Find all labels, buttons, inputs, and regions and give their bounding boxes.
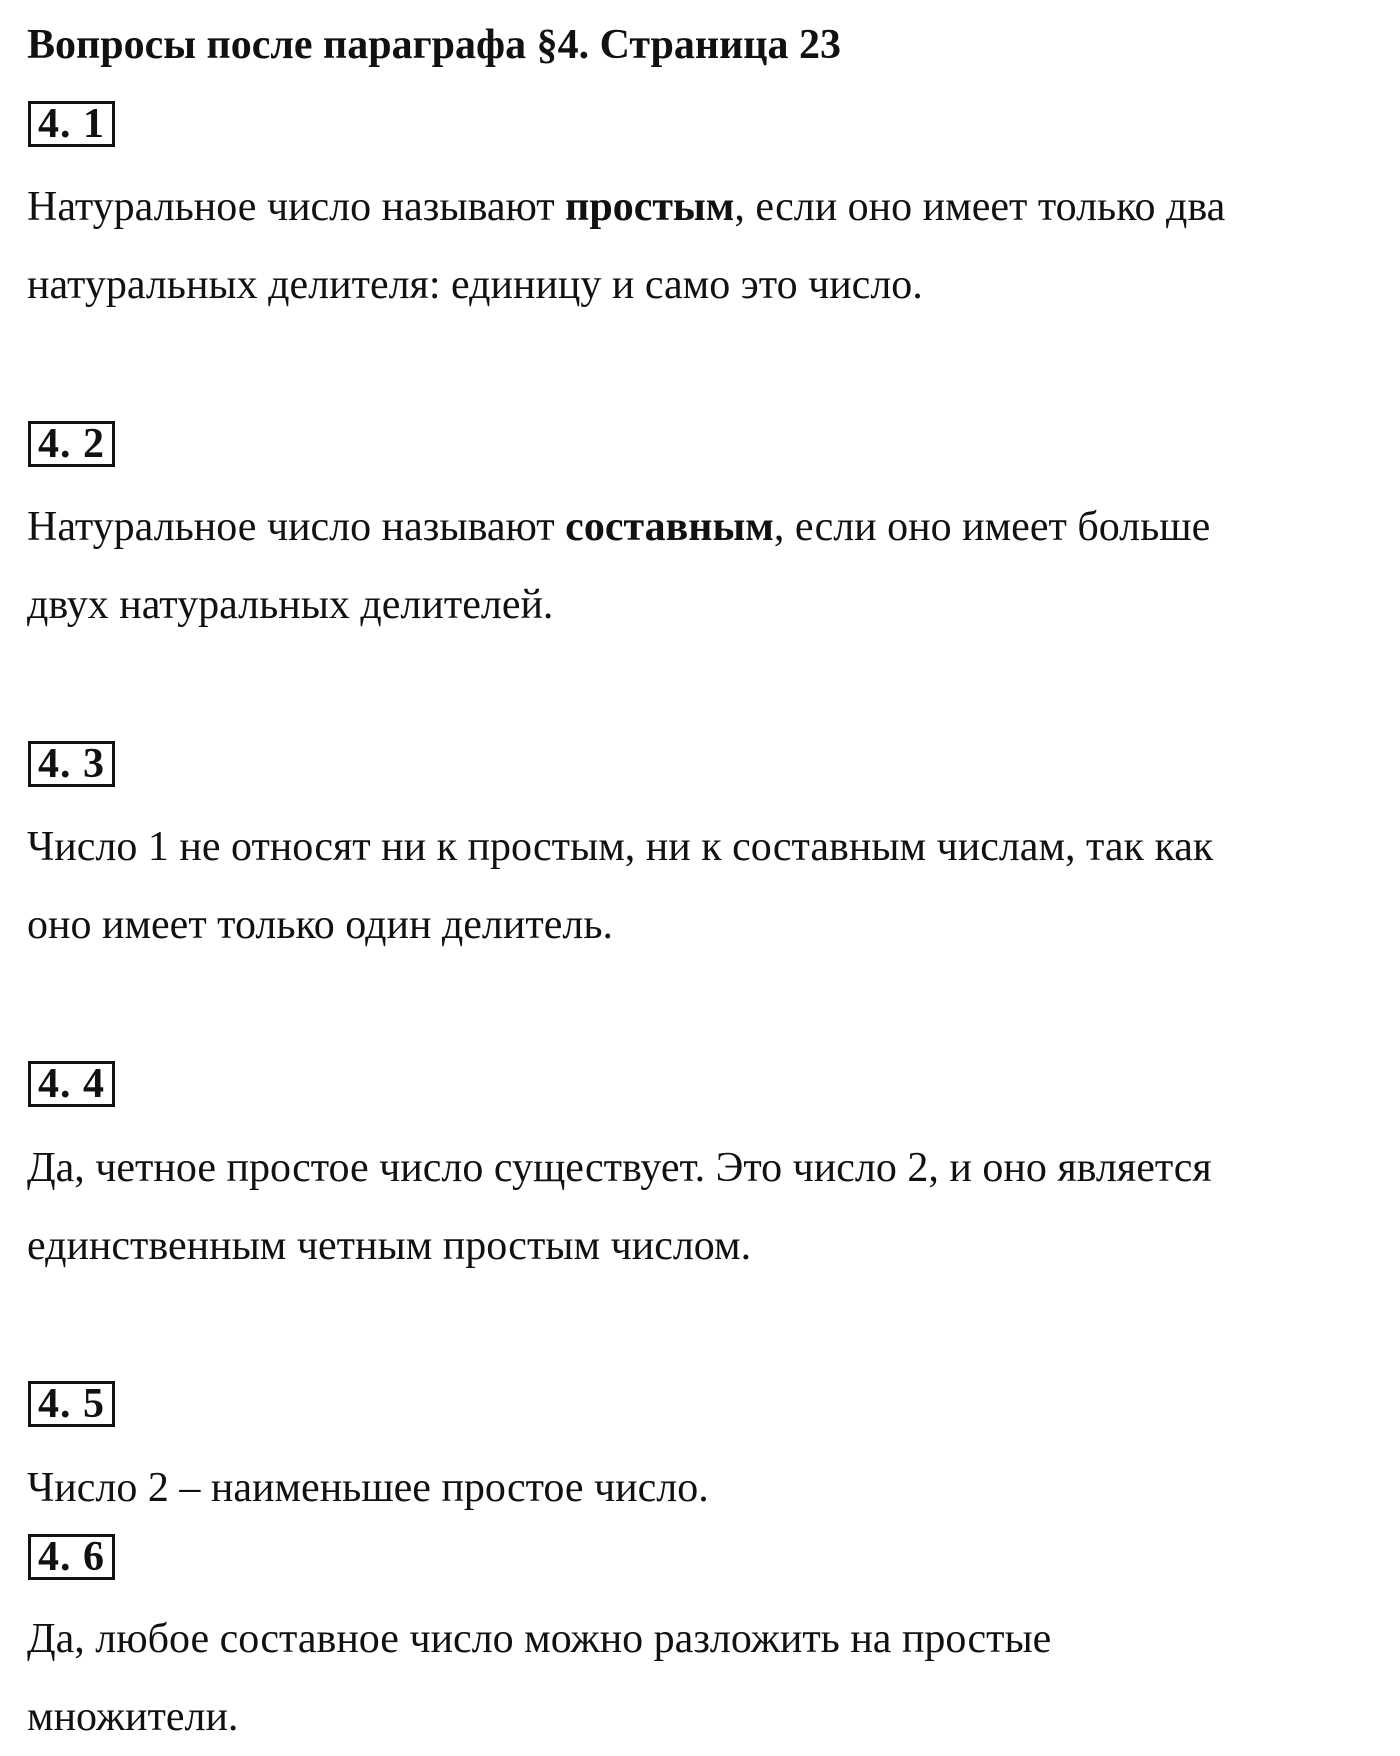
page-title: Вопросы после параграфа §4. Страница 23	[27, 22, 841, 68]
answer-4-3-line2: оно имеет только один делитель.	[27, 902, 613, 948]
question-number-4-3: 4. 3	[28, 741, 115, 787]
answer-4-1-line1-end: , если оно имеет только два	[734, 184, 1226, 230]
answer-4-6-line1: Да, любое составное число можно разложить на простые	[27, 1616, 1052, 1662]
answer-4-3	[27, 808, 1387, 964]
answer-4-2-line1-end: , если оно имеет больше	[773, 504, 1211, 550]
answer-4-2-line2: двух натуральных делителей.	[27, 582, 554, 628]
answer-4-4-line2: единственным четным простым числом.	[27, 1223, 752, 1269]
question-number-4-4: 4. 4	[28, 1061, 115, 1107]
term-prime: простым	[565, 184, 735, 230]
answer-4-1-line1-start: Натуральное число называют	[27, 184, 566, 230]
question-number-4-2: 4. 2	[28, 421, 115, 467]
answer-4-6-line2: множители.	[27, 1694, 239, 1740]
answer-4-2-line1-start: Натуральное число называют	[27, 504, 566, 550]
answer-4-4-line1: Да, четное простое число существует. Это число 2, и оно является	[27, 1145, 1212, 1191]
answer-4-4	[27, 1129, 1387, 1285]
question-number-4-1: 4. 1	[28, 101, 115, 147]
answer-4-6	[27, 1600, 1387, 1756]
answer-4-1-line2: натуральных делителя: единицу и само это число.	[27, 262, 923, 308]
answer-4-3-line1: Число 1 не относят ни к простым, ни к составным числам, так как	[27, 824, 1214, 870]
question-number-4-6: 4. 6	[28, 1534, 115, 1580]
answer-4-2	[27, 488, 1387, 644]
term-composite: составным	[565, 504, 774, 550]
answer-4-5	[27, 1449, 1387, 1527]
answer-4-5-line1: Число 2 – наименьшее простое число.	[27, 1465, 709, 1511]
answer-4-1	[27, 168, 1387, 324]
question-number-4-5: 4. 5	[28, 1381, 115, 1427]
